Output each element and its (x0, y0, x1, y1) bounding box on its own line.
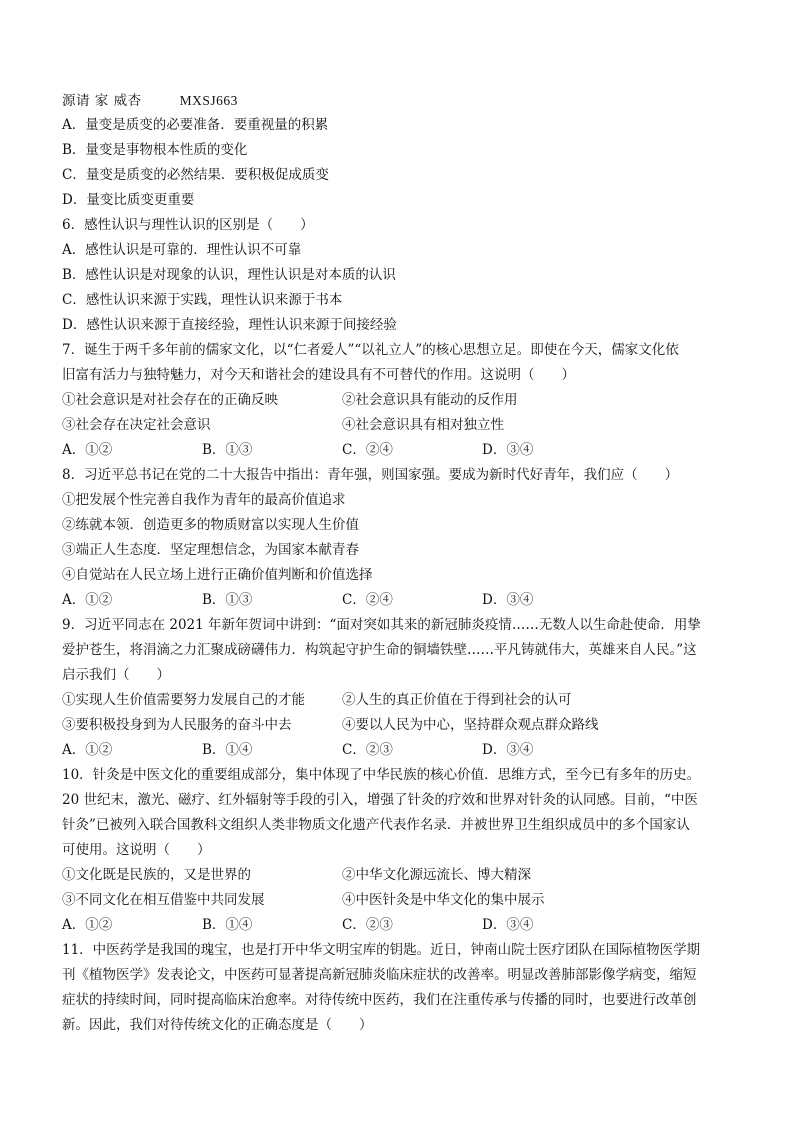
q9-choice-a: A．①② (62, 742, 113, 758)
q10-items-row (62, 863, 742, 888)
q7-items-row (62, 413, 742, 438)
q10-stem-line: 20 世纪末，激光、磁疗、红外辐射等手段的引入，增强了针灸的疗效和世界对针灸的认同感。目前，“中医 (62, 792, 698, 808)
q8-item-2: ②练就本领．创造更多的物质财富以实现人生价值 (62, 517, 359, 533)
q10-stem-line: 针灸”已被列入联合国教科文组织人类非物质文化遗产代表作名录．并被世界卫生组织成员中的多个国家认 (62, 817, 690, 833)
q9-item-4: ④要以人民为中心，坚持群众观点群众路线 (342, 717, 599, 733)
q10-items-row (62, 888, 742, 913)
q8-choice-b: B．①③ (202, 592, 253, 608)
q5-option-c: C．量变是质变的必然结果．要积极促成质变 (62, 167, 329, 183)
q8-choice-d: D．③④ (482, 592, 534, 608)
q5-option-b: B．量变是事物根本性质的变化 (62, 142, 248, 158)
q7-stem-line: 旧富有活力与独特魅力，对今天和谐社会的建设具有不可替代的作用。这说明（ ） (62, 367, 575, 383)
q7-stem-line: 7．诞生于两千多年前的儒家文化，以“仁者爱人”“以礼立人”的核心思想立足。即使在今天，儒家文化依 (62, 342, 679, 358)
q6-option-b: B．感性认识是对现象的认识，理性认识是对本质的认识 (62, 267, 396, 283)
q9-item-2: ②人生的真正价值在于得到社会的认可 (342, 692, 572, 708)
q8-item-3: ③端正人生态度．坚定理想信念，为国家本献青春 (62, 542, 359, 558)
q8-item-1: ①把发展个性完善自我作为青年的最高价值追求 (62, 492, 346, 508)
q9-item-3: ③要积极投身到为人民服务的奋斗中去 (62, 717, 292, 733)
source-text: 源请 家 威杏 (62, 93, 142, 109)
q5-option-d: D．量变比质变更重要 (62, 192, 195, 208)
q7-choice-a: A．①② (62, 442, 113, 458)
q7-choice-c: C．②④ (342, 442, 393, 458)
q10-item-1: ①文化既是民族的，又是世界的 (62, 867, 251, 883)
q9-choice-b: B．①④ (202, 742, 253, 758)
q10-choice-b: B．①④ (202, 917, 253, 933)
q10-stem-line: 10．针灸是中医文化的重要组成部分，集中体现了中华民族的核心价值．思维方式，至今已有多年的历史。 (62, 767, 701, 783)
q9-items-row (62, 713, 742, 738)
q9-stem-line: 启示我们（ ） (62, 667, 170, 683)
q10-choice-d: D．③④ (482, 917, 534, 933)
q10-choices (62, 913, 742, 938)
q11-stem-line: 刊《植物医学》发表论文，中医药可显著提高新冠肺炎临床症状的改善率。明显改善肺部影像学病变，缩短 (62, 967, 697, 983)
q10-item-4: ④中医针灸是中华文化的集中展示 (342, 892, 545, 908)
q7-choice-d: D．③④ (482, 442, 534, 458)
q6-stem: 6．感性认识与理性认识的区别是（ ） (62, 217, 314, 233)
q7-item-3: ③社会存在决定社会意识 (62, 417, 211, 433)
q8-stem: 8．习近平总书记在党的二十大报告中指出：青年强，则国家强。要成为新时代好青年，我们应（ ） (62, 467, 679, 483)
q7-item-2: ②社会意识具有能动的反作用 (342, 392, 518, 408)
q6-option-a: A．感性认识是可靠的．理性认识不可靠 (62, 242, 302, 258)
q8-choice-c: C．②④ (342, 592, 393, 608)
q9-choice-c: C．②③ (342, 742, 393, 758)
q9-items-row (62, 688, 742, 713)
q7-items-row (62, 388, 742, 413)
q9-stem-line: 9．习近平同志在 2021 年新年贺词中讲到：“面对突如其来的新冠肺炎疫情……无数人以生命赴使命．用挚 (62, 617, 701, 633)
q10-choice-a: A．①② (62, 917, 113, 933)
q7-item-4: ④社会意识具有相对独立性 (342, 417, 504, 433)
q7-item-1: ①社会意识是对社会存在的正确反映 (62, 392, 278, 408)
q8-item-4: ④自觉站在人民立场上进行正确价值判断和价值选择 (62, 567, 373, 583)
q7-choice-b: B．①③ (202, 442, 253, 458)
q6-option-c: C．感性认识来源于实践，理性认识来源于书本 (62, 292, 343, 308)
q5-option-a: A．量变是质变的必要准备．要重视量的积累 (62, 117, 329, 133)
q10-item-3: ③不同文化在相互借鉴中共同发展 (62, 892, 265, 908)
q11-stem-line: 新。因此，我们对待传统文化的正确态度是（ ） (62, 1017, 373, 1033)
q9-choices (62, 738, 742, 763)
q8-choice-a: A．①② (62, 592, 113, 608)
q10-stem-line: 可使用。这说明（ ） (62, 842, 211, 858)
q8-choices (62, 588, 742, 613)
doc-code: MXSJ663 (179, 93, 238, 108)
q10-item-2: ②中华文化源远流长、博大精深 (342, 867, 531, 883)
q9-stem-line: 爱护苍生，将涓滴之力汇聚成磅礴伟力．构筑起守护生命的铜墙铁壁……平凡铸就伟大，英雄来自人民。”这 (62, 642, 697, 658)
q10-choice-c: C．②③ (342, 917, 393, 933)
q6-option-d: D．感性认识来源于直接经验，理性认识来源于间接经验 (62, 317, 397, 333)
q9-item-1: ①实现人生价值需要努力发展自己的才能 (62, 692, 305, 708)
q9-choice-d: D．③④ (482, 742, 534, 758)
page-header (62, 88, 742, 113)
q11-stem-line: 症状的持续时间，同时提高临床治愈率。对待传统中医药，我们在注重传承与传播的同时，也要进行改革创 (62, 992, 697, 1008)
q7-choices (62, 438, 742, 463)
q11-stem-line: 11．中医药学是我国的瑰宝，也是打开中华文明宝库的钥匙。近日，钟南山院士医疗团队在国际植物医学期 (62, 942, 701, 958)
exam-page (62, 88, 742, 1038)
